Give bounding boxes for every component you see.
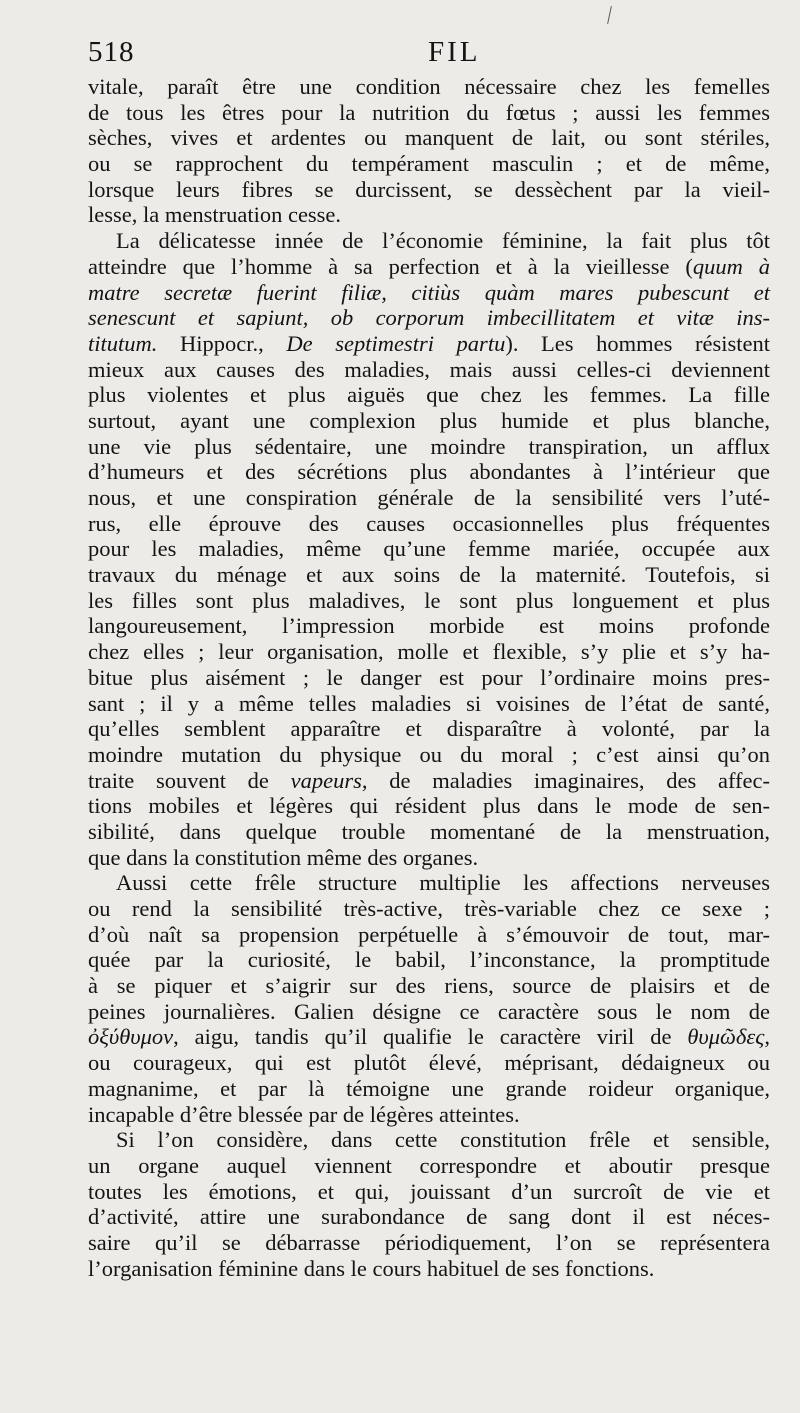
text-line: qu’elles semblent apparaître et disparaître à volonté, par la bbox=[88, 716, 770, 742]
text-line: Aussi cette frêle structure multiplie les affections nerveuses bbox=[116, 870, 770, 896]
text-line: d’où naît sa propension perpétuelle à s’émouvoir de tout, mar- bbox=[88, 921, 770, 947]
margin-mark bbox=[607, 6, 612, 24]
text-line: l’organisation féminine dans le cours habituel de ses fonctions. bbox=[88, 1255, 655, 1281]
text-line: atteindre que l’homme à sa perfection et à la vieillesse (quum à bbox=[88, 253, 770, 279]
body-text bbox=[88, 74, 770, 1281]
text-line: langoureusement, l’impression morbide est moins profonde bbox=[88, 613, 770, 639]
text-line: La délicatesse innée de l’économie féminine, la fait plus tôt bbox=[116, 228, 770, 254]
text-line: que dans la constitution même des organes. bbox=[88, 844, 479, 870]
text-line: ou se rapprochent du tempérament masculin ; et de même, bbox=[88, 151, 770, 177]
text-line: mieux aux causes des maladies, mais aussi celles-ci deviennent bbox=[88, 356, 770, 382]
text-line: de tous les êtres pour la nutrition du fœtus ; aussi les femmes bbox=[88, 99, 770, 125]
text-line: plus violentes et plus aiguës que chez les femmes. La fille bbox=[88, 382, 770, 408]
text-line: surtout, ayant une complexion plus humide et plus blanche, bbox=[88, 407, 770, 433]
text-line: quée par la curiosité, le babil, l’inconstance, la promptitude bbox=[88, 947, 770, 973]
text-line: moindre mutation du physique ou du moral ; c’est ainsi qu’on bbox=[88, 741, 770, 767]
text-line: d’humeurs et des sécrétions plus abondantes à l’intérieur que bbox=[88, 459, 770, 485]
text-line: lesse, la menstruation cesse. bbox=[88, 202, 342, 228]
text-line: senescunt et sapiunt, ob corporum imbecillitatem et vitæ ins- bbox=[88, 305, 770, 331]
text-line: nous, et une conspiration générale de la sensibilité vers l’uté- bbox=[88, 485, 770, 510]
text-line: ὀξύθυμον, aigu, tandis qu’il qualifie le caractère viril de θυμῶδες, bbox=[88, 1024, 770, 1050]
text-line: peines journalières. Galien désigne ce caractère sous le nom de bbox=[88, 998, 770, 1024]
text-line: incapable d’être blessée par de légères atteintes. bbox=[88, 1101, 520, 1127]
text-line: saire qu’il se débarrasse périodiquement, l’on se représentera bbox=[88, 1229, 770, 1255]
text-line: travaux du ménage et aux soins de la maternité. Toutefois, si bbox=[88, 562, 770, 588]
text-line: rus, elle éprouve des causes occasionnelles plus fréquentes bbox=[88, 510, 770, 536]
page-number: 518 bbox=[88, 36, 135, 68]
text-line: bitue plus aisément ; le danger est pour l’ordinaire moins pres- bbox=[88, 664, 770, 690]
text-line: chez elles ; leur organisation, molle et flexible, s’y plie et s’y ha- bbox=[88, 639, 770, 665]
text-line: pour les maladies, même qu’une femme mariée, occupée aux bbox=[88, 536, 770, 562]
text-line: Si l’on considère, dans cette constitution frêle et sensible, bbox=[116, 1127, 770, 1153]
text-line: ou courageux, qui est plutôt élevé, méprisant, dédaigneux ou bbox=[88, 1050, 770, 1076]
running-head: FIL bbox=[428, 36, 481, 68]
text-line: sibilité, dans quelque trouble momentané de la menstruation, bbox=[88, 818, 770, 844]
text-line: ou rend la sensibilité très-active, très-variable chez ce sexe ; bbox=[88, 896, 770, 921]
text-line: les filles sont plus maladives, le sont plus longuement et plus bbox=[88, 587, 770, 613]
text-line: une vie plus sédentaire, une moindre transpiration, un afflux bbox=[88, 433, 770, 459]
text-line: lorsque leurs fibres se durcissent, se dessèchent par la vieil- bbox=[88, 176, 770, 202]
text-line: toutes les émotions, et qui, jouissant d’un surcroît de vie et bbox=[88, 1178, 770, 1204]
text-line: un organe auquel viennent correspondre et aboutir presque bbox=[88, 1152, 770, 1178]
text-line: à se piquer et s’aigrir sur des riens, source de plaisirs et de bbox=[88, 973, 770, 999]
text-line: matre secretæ fuerint filiæ, citiùs quàm mares pubescunt et bbox=[88, 279, 770, 305]
text-line: traite souvent de vapeurs, de maladies imaginaires, des affec- bbox=[88, 767, 771, 793]
text-line: d’activité, attire une surabondance de sang dont il est néces- bbox=[88, 1204, 770, 1230]
text-line: sant ; il y a même telles maladies si voisines de l’état de santé, bbox=[88, 690, 770, 716]
text-line: sèches, vives et ardentes ou manquent de lait, ou sont stériles, bbox=[88, 125, 770, 151]
text-line: tions mobiles et légères qui résident plus dans le mode de sen- bbox=[88, 793, 770, 819]
text-line: magnanime, et par là témoigne une grande roideur organique, bbox=[88, 1075, 770, 1101]
page-header bbox=[88, 36, 760, 72]
text-line: titutum. Hippocr., De septimestri partu). Les hommes résistent bbox=[88, 330, 770, 356]
text-line: vitale, paraît être une condition nécessaire chez les femelles bbox=[88, 74, 770, 99]
